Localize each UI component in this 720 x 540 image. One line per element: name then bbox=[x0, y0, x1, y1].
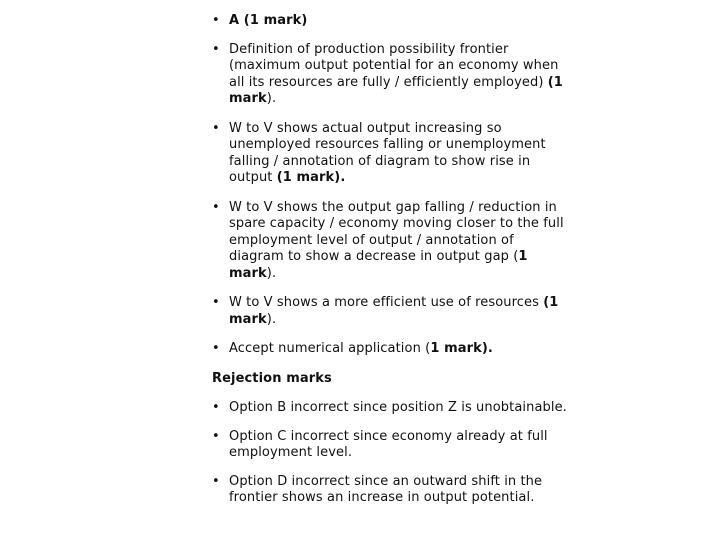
item-tail: ). bbox=[266, 311, 277, 327]
mark-label: 1 mark). bbox=[430, 341, 493, 356]
mark-scheme-content bbox=[212, 13, 572, 519]
item-tail: ). bbox=[266, 265, 277, 281]
answer-key: A (1 mark) bbox=[229, 13, 308, 28]
item-tail: ). bbox=[266, 91, 277, 106]
mark-label: 1 mark bbox=[229, 249, 528, 281]
list-item bbox=[212, 42, 572, 108]
item-text: Accept numerical application ( bbox=[229, 341, 431, 356]
list-item bbox=[212, 295, 572, 328]
list-item: • Option D incorrect since an outward shift in the frontier shows an increase in output potential. bbox=[212, 474, 572, 507]
list-item bbox=[212, 341, 572, 358]
mark-label: (1 mark bbox=[229, 74, 563, 106]
item-text: Definition of production possibility frontier (maximum output potential for an economy when all its resources are fully / efficiently employed) bbox=[229, 41, 559, 90]
list-item: • Option C incorrect since economy already at full employment level. bbox=[212, 429, 572, 462]
rejection-heading: Rejection marks bbox=[212, 370, 332, 386]
list-item bbox=[212, 13, 572, 30]
list-item bbox=[212, 200, 572, 283]
list-item bbox=[212, 121, 572, 187]
item-text: W to V shows a more efficient use of resources bbox=[229, 295, 544, 310]
rejection-list bbox=[212, 400, 572, 507]
mark-label: (1 mark bbox=[229, 295, 559, 327]
accept-list bbox=[212, 13, 572, 358]
list-item: • Option B incorrect since position Z is unobtainable. bbox=[212, 400, 572, 417]
item-text: W to V shows the output gap falling / reduction in spare capacity / economy moving closer to the full employment level of output / annotation of diagram to show a decrease in output gap ( bbox=[229, 199, 564, 264]
item-text: W to V shows actual output increasing so unemployed resources falling or unemployment falling / annotation of diagram to show rise in output bbox=[229, 120, 546, 185]
mark-label: (1 mark). bbox=[276, 170, 346, 185]
